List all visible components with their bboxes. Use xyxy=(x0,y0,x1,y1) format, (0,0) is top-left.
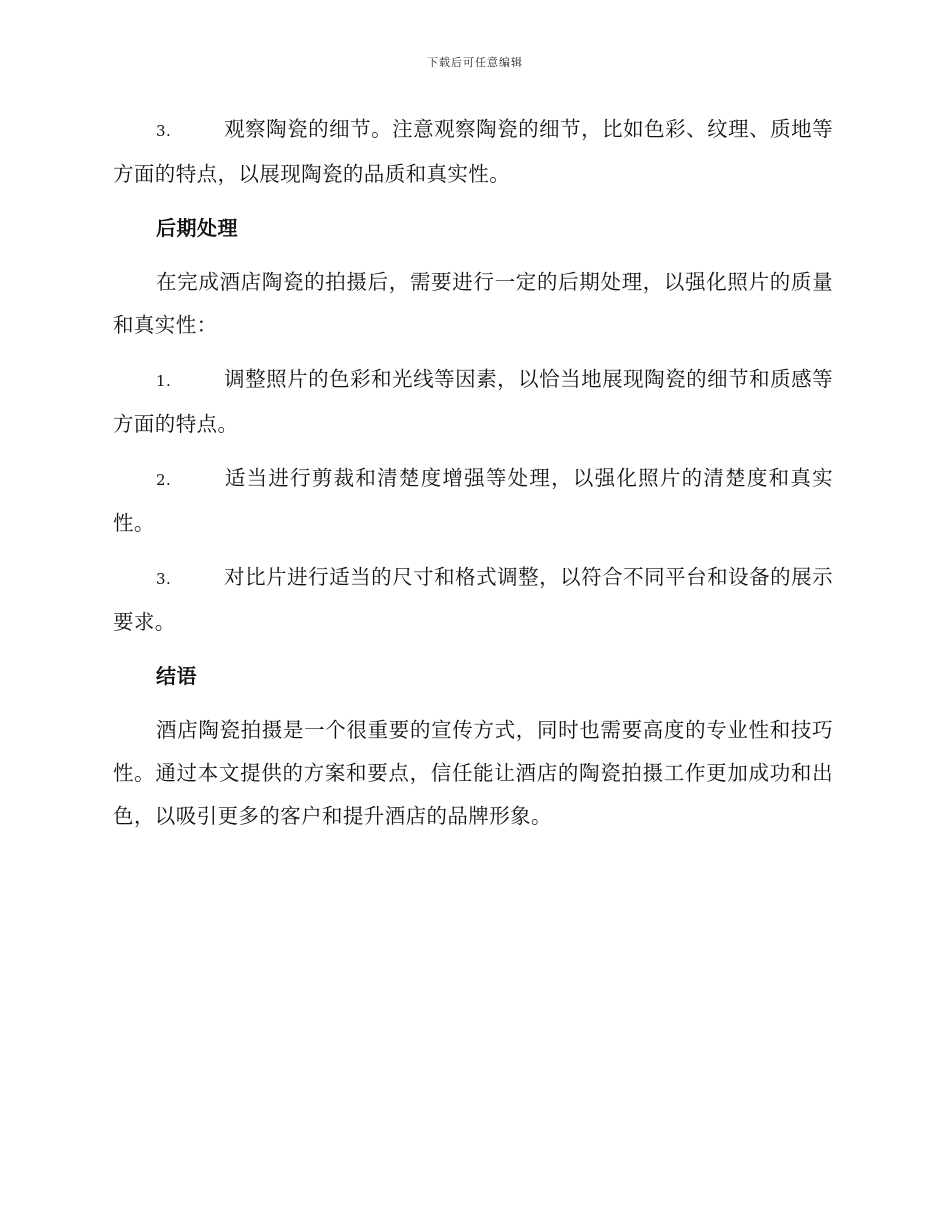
document-body xyxy=(113,108,833,849)
conclusion-paragraph: 酒店陶瓷拍摄是一个很重要的宣传方式，同时也需要高度的专业性和技巧性。通过本文提供的方案和要点，信任能让酒店的陶瓷拍摄工作更加成功和出色，以吸引更多的客户和提升酒店的品牌形象。 xyxy=(113,718,833,828)
post-processing-intro: 在完成酒店陶瓷的拍摄后，需要进行一定的后期处理，以强化照片的质量和真实性： xyxy=(113,270,833,337)
list-number: 2. xyxy=(156,471,172,489)
list-number: 1. xyxy=(156,372,172,390)
section-heading-post-processing: 后期处理 xyxy=(156,216,238,240)
list-text: 适当进行剪裁和清楚度增强等处理，以强化照片的清楚度和真实性。 xyxy=(113,466,833,535)
list-item-observe-details xyxy=(113,108,833,196)
list-text: 调整照片的色彩和光线等因素，以恰当地展现陶瓷的细节和质感等方面的特点。 xyxy=(113,367,833,436)
list-item xyxy=(113,358,833,446)
page-header: 下载后可任意编辑 xyxy=(427,56,523,69)
list-item xyxy=(113,556,833,644)
list-item xyxy=(113,457,833,545)
list-number: 3. xyxy=(156,570,172,588)
list-number: 3. xyxy=(156,122,172,140)
list-text: 对比片进行适当的尺寸和格式调整，以符合不同平台和设备的展示要求。 xyxy=(113,565,833,634)
section-heading-conclusion: 结语 xyxy=(156,664,197,688)
list-text: 观察陶瓷的细节。注意观察陶瓷的细节，比如色彩、纹理、质地等方面的特点，以展现陶瓷的品质和真实性。 xyxy=(113,117,833,186)
